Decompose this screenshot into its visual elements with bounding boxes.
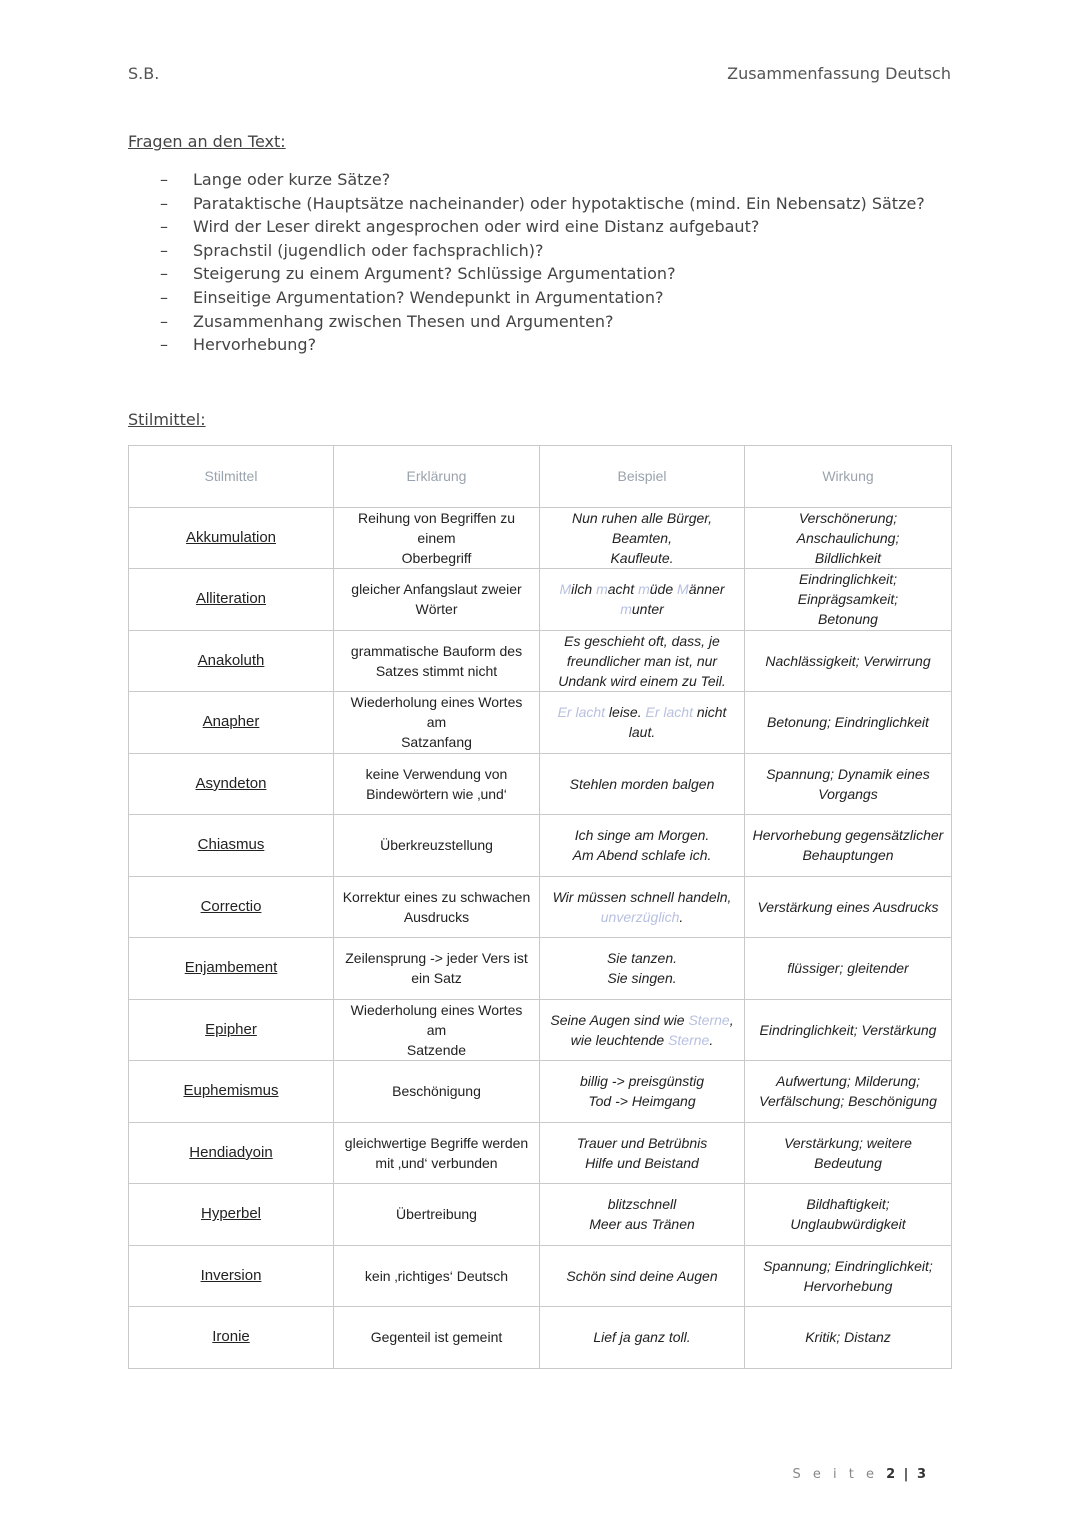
beispiel-highlight: Sterne: [668, 1031, 710, 1048]
beispiel-highlight: Er lacht: [557, 704, 606, 721]
beispiel-line: [546, 1010, 738, 1030]
column-header-erklaerung: Erklärung: [334, 446, 540, 508]
table-row: [129, 876, 952, 938]
header-document-title: Zusammenfassung Deutsch: [727, 64, 951, 83]
beispiel-text: änner: [688, 581, 725, 598]
beispiel-highlight: unverzüglich: [600, 908, 680, 925]
beispiel-text: Kaufleute.: [610, 549, 674, 566]
beispiel-text: Sie tanzen.: [606, 950, 678, 967]
beispiel-line: [546, 825, 738, 845]
stilmittel-term: Correctio: [129, 876, 334, 938]
beispiel-line: [546, 702, 738, 742]
beispiel-line: [546, 1266, 738, 1286]
beispiel-text: .: [709, 1031, 714, 1048]
fragen-section-title: Fragen an den Text:: [128, 132, 286, 151]
erklaerung-cell-line: Korrektur eines zu schwachen: [342, 888, 531, 905]
erklaerung-cell: [334, 507, 540, 569]
fragen-item: [160, 310, 925, 334]
beispiel-highlight: M: [677, 581, 689, 598]
erklaerung-cell: [334, 1245, 540, 1307]
page-value: 2 | 3: [886, 1467, 928, 1482]
beispiel-line: [546, 1030, 738, 1050]
erklaerung-cell-line: mit ‚und‘ verbunden: [375, 1154, 498, 1171]
wirkung-cell: [745, 938, 952, 1000]
beispiel-cell: [540, 1061, 745, 1123]
stilmittel-term: Euphemismus: [129, 1061, 334, 1123]
dash-bullet-icon: –: [160, 264, 168, 284]
beispiel-text: .: [679, 908, 684, 925]
beispiel-line: [546, 651, 738, 671]
beispiel-text: üde: [649, 581, 678, 598]
table-row: [129, 630, 952, 692]
wirkung-cell-line: Kritik; Distanz: [805, 1329, 891, 1346]
beispiel-text: acht: [607, 581, 639, 598]
beispiel-cell: [540, 692, 745, 754]
stilmittel-term: Akkumulation: [129, 507, 334, 569]
erklaerung-cell-line: Wörter: [415, 601, 458, 618]
beispiel-text: Ich singe am Morgen.: [574, 827, 710, 844]
stilmittel-term: Ironie: [129, 1307, 334, 1369]
beispiel-cell: [540, 630, 745, 692]
erklaerung-cell: [334, 692, 540, 754]
erklaerung-cell-line: Satzende: [406, 1041, 467, 1058]
wirkung-cell: [745, 1122, 952, 1184]
wirkung-cell-line: Nachlässigkeit; Verwirrung: [765, 652, 931, 669]
table-row: [129, 1184, 952, 1246]
erklaerung-cell: [334, 753, 540, 815]
wirkung-cell-line: Verstärkung eines Ausdrucks: [757, 898, 939, 915]
fragen-item: [160, 215, 925, 239]
beispiel-text: blitzschnell: [607, 1196, 677, 1213]
beispiel-text: ilch: [571, 581, 597, 598]
erklaerung-cell-line: gleicher Anfangslaut zweier: [351, 581, 522, 598]
table-row: [129, 1245, 952, 1307]
header-initials: S.B.: [128, 64, 160, 83]
dash-bullet-icon: –: [160, 335, 168, 355]
beispiel-line: [546, 774, 738, 794]
beispiel-text: wie leuchtende: [570, 1031, 669, 1048]
beispiel-text: freundlicher man ist, nur: [566, 652, 718, 669]
wirkung-cell: [745, 1245, 952, 1307]
fragen-item: [160, 262, 925, 286]
stilmittel-term: Epipher: [129, 999, 334, 1061]
fragen-item: [160, 239, 925, 263]
wirkung-cell-line: Aufwertung; Milderung;: [776, 1073, 920, 1090]
beispiel-line: [546, 599, 738, 619]
table-row: [129, 1307, 952, 1369]
beispiel-line: [546, 1214, 738, 1234]
beispiel-cell: [540, 999, 745, 1061]
beispiel-line: [546, 1153, 738, 1173]
beispiel-line: [546, 579, 738, 599]
dash-bullet-icon: –: [160, 193, 168, 213]
beispiel-text: Trauer und Betrübnis: [576, 1134, 708, 1151]
table-row: [129, 1061, 952, 1123]
wirkung-cell-line: Vorgangs: [818, 785, 878, 802]
erklaerung-cell: [334, 876, 540, 938]
beispiel-text: unter: [631, 601, 664, 618]
erklaerung-cell: [334, 1122, 540, 1184]
fragen-item: [160, 168, 925, 192]
wirkung-cell: [745, 1061, 952, 1123]
beispiel-line: [546, 907, 738, 927]
beispiel-cell: [540, 753, 745, 815]
erklaerung-cell-line: Wiederholung eines Wortes am: [350, 1001, 523, 1038]
wirkung-cell: [745, 1307, 952, 1369]
fragen-item-text: Zusammenhang zwischen Thesen und Argumenten?: [193, 311, 614, 331]
erklaerung-cell-line: Oberbegriff: [401, 549, 472, 566]
beispiel-line: [546, 887, 738, 907]
wirkung-cell: [745, 630, 952, 692]
erklaerung-cell: [334, 1184, 540, 1246]
beispiel-highlight: m: [638, 581, 650, 598]
fragen-item-text: Steigerung zu einem Argument? Schlüssige Argumentation?: [193, 264, 676, 284]
beispiel-line: [546, 1327, 738, 1347]
wirkung-cell: [745, 569, 952, 631]
beispiel-cell: [540, 815, 745, 877]
column-header-wirkung: Wirkung: [745, 446, 952, 508]
column-header-beispiel: Beispiel: [540, 446, 745, 508]
page-label: S e i t e: [792, 1467, 878, 1482]
beispiel-cell: [540, 1307, 745, 1369]
stilmittel-term: Inversion: [129, 1245, 334, 1307]
stilmittel-term: Chiasmus: [129, 815, 334, 877]
erklaerung-cell: [334, 630, 540, 692]
beispiel-highlight: Er lacht: [645, 704, 693, 721]
beispiel-line: [546, 508, 738, 548]
beispiel-cell: [540, 1122, 745, 1184]
fragen-item-text: Sprachstil (jugendlich oder fachsprachlich)?: [193, 240, 544, 260]
beispiel-cell: [540, 876, 745, 938]
beispiel-cell: [540, 1245, 745, 1307]
beispiel-line: [546, 1091, 738, 1111]
beispiel-text: Tod -> Heimgang: [588, 1093, 696, 1110]
table-row: [129, 1122, 952, 1184]
erklaerung-cell: [334, 569, 540, 631]
wirkung-cell-line: Spannung; Eindringlichkeit;: [763, 1257, 933, 1274]
erklaerung-cell: [334, 999, 540, 1061]
fragen-item-text: Hervorhebung?: [193, 335, 317, 355]
erklaerung-cell: [334, 938, 540, 1000]
beispiel-line: [546, 968, 738, 988]
stilmittel-term: Anakoluth: [129, 630, 334, 692]
wirkung-cell: [745, 876, 952, 938]
erklaerung-cell-line: Reihung von Begriffen zu einem: [358, 509, 515, 546]
erklaerung-cell-line: grammatische Bauform des: [350, 642, 523, 659]
table-row: [129, 692, 952, 754]
wirkung-cell-line: Betonung: [818, 611, 878, 628]
stilmittel-table-body: [129, 507, 952, 1368]
stilmittel-term: Anapher: [129, 692, 334, 754]
erklaerung-cell: [334, 1061, 540, 1123]
erklaerung-cell-line: Satzanfang: [401, 734, 472, 751]
wirkung-cell: [745, 1184, 952, 1246]
beispiel-text: ,: [729, 1011, 734, 1028]
wirkung-cell: [745, 753, 952, 815]
beispiel-cell: [540, 507, 745, 569]
beispiel-text: nicht laut.: [628, 704, 727, 741]
wirkung-cell-line: Bildlichkeit: [814, 549, 882, 566]
beispiel-text: Sie singen.: [607, 970, 677, 987]
wirkung-cell: [745, 692, 952, 754]
erklaerung-cell-line: ein Satz: [411, 970, 462, 987]
beispiel-line: [546, 1071, 738, 1091]
erklaerung-cell-line: keine Verwendung von: [365, 765, 508, 782]
stilmittel-term: Asyndeton: [129, 753, 334, 815]
table-row: [129, 507, 952, 569]
beispiel-highlight: Sterne: [688, 1011, 730, 1028]
beispiel-text: billig -> preisgünstig: [579, 1073, 705, 1090]
erklaerung-cell-line: Satzes stimmt nicht: [375, 662, 498, 679]
erklaerung-cell-line: Wiederholung eines Wortes am: [350, 694, 523, 731]
wirkung-cell-line: Bildhaftigkeit; Unglaubwürdigkeit: [790, 1196, 906, 1233]
table-row: [129, 569, 952, 631]
fragen-item-text: Lange oder kurze Sätze?: [193, 170, 391, 189]
beispiel-line: [546, 948, 738, 968]
wirkung-cell: [745, 999, 952, 1061]
beispiel-text: Stehlen morden balgen: [569, 775, 715, 792]
wirkung-cell-line: Behauptungen: [802, 847, 894, 864]
wirkung-cell-line: Verschönerung; Anschaulichung;: [796, 509, 900, 546]
wirkung-cell-line: Hervorhebung gegensätzlicher: [752, 827, 944, 844]
fragen-item-text: Wird der Leser direkt angesprochen oder wird eine Distanz aufgebaut?: [193, 217, 760, 237]
beispiel-text: Am Abend schlafe ich.: [572, 847, 712, 864]
wirkung-cell-line: Betonung; Eindringlichkeit: [767, 714, 929, 731]
beispiel-text: Seine Augen sind wie: [550, 1011, 689, 1028]
beispiel-cell: [540, 569, 745, 631]
beispiel-cell: [540, 938, 745, 1000]
table-row: [129, 753, 952, 815]
fragen-item: [160, 333, 925, 357]
erklaerung-cell-line: Gegenteil ist gemeint: [370, 1329, 503, 1346]
beispiel-line: [546, 845, 738, 865]
erklaerung-cell-line: Übertreibung: [396, 1206, 477, 1223]
dash-bullet-icon: –: [160, 240, 168, 260]
stilmittel-term: Enjambement: [129, 938, 334, 1000]
table-header-row: [129, 446, 952, 508]
erklaerung-cell-line: gleichwertige Begriffe werden: [344, 1134, 529, 1151]
beispiel-cell: [540, 1184, 745, 1246]
page-number: [792, 1467, 928, 1482]
erklaerung-cell: [334, 815, 540, 877]
fragen-item-text: Einseitige Argumentation? Wendepunkt in Argumentation?: [193, 287, 664, 307]
beispiel-highlight: M: [559, 581, 572, 598]
beispiel-highlight: m: [596, 581, 608, 598]
column-header-stilmittel: Stilmittel: [129, 446, 334, 508]
beispiel-highlight: m: [620, 601, 632, 618]
fragen-list: [160, 168, 925, 357]
stilmittel-term: Hyperbel: [129, 1184, 334, 1246]
beispiel-line: [546, 631, 738, 651]
beispiel-text: Nun ruhen alle Bürger, Beamten,: [571, 509, 713, 546]
beispiel-text: Meer aus Tränen: [589, 1216, 695, 1233]
table-row: [129, 938, 952, 1000]
erklaerung-cell-line: Bindewörtern wie ‚und‘: [366, 785, 507, 802]
beispiel-line: [546, 1194, 738, 1214]
erklaerung-cell-line: Beschönigung: [392, 1083, 481, 1100]
beispiel-text: Undank wird einem zu Teil.: [558, 672, 726, 689]
wirkung-cell-line: Eindringlichkeit; Verstärkung: [759, 1021, 937, 1038]
beispiel-text: leise.: [605, 704, 646, 721]
erklaerung-cell-line: Überkreuzstellung: [380, 837, 493, 854]
wirkung-cell-line: Verstärkung; weitere Bedeutung: [784, 1134, 912, 1171]
dash-bullet-icon: –: [160, 170, 168, 189]
beispiel-text: Es geschieht oft, dass, je: [564, 632, 720, 649]
wirkung-cell: [745, 815, 952, 877]
stilmittel-table: [128, 445, 952, 1369]
table-row: [129, 999, 952, 1061]
stilmittel-term: Alliteration: [129, 569, 334, 631]
beispiel-text: Hilfe und Beistand: [585, 1154, 699, 1171]
wirkung-cell-line: flüssiger; gleitender: [787, 960, 909, 977]
dash-bullet-icon: –: [160, 287, 168, 307]
beispiel-text: Wir müssen schnell handeln,: [552, 888, 732, 905]
fragen-item: [160, 286, 925, 310]
fragen-item-text: Parataktische (Hauptsätze nacheinander) oder hypotaktische (mind. Ein Nebensatz) Sätze?: [193, 193, 925, 213]
beispiel-text: Lief ja ganz toll.: [593, 1329, 691, 1346]
beispiel-line: [546, 1133, 738, 1153]
erklaerung-cell-line: Ausdrucks: [403, 908, 470, 925]
dash-bullet-icon: –: [160, 311, 168, 331]
erklaerung-cell-line: Zeilensprung -> jeder Vers ist: [345, 950, 528, 967]
erklaerung-cell: [334, 1307, 540, 1369]
beispiel-line: [546, 671, 738, 691]
fragen-item: [160, 192, 925, 216]
stilmittel-term: Hendiadyoin: [129, 1122, 334, 1184]
dash-bullet-icon: –: [160, 217, 168, 237]
erklaerung-cell-line: kein ‚richtiges‘ Deutsch: [364, 1267, 509, 1284]
wirkung-cell-line: Hervorhebung: [803, 1277, 893, 1294]
wirkung-cell-line: Eindringlichkeit; Einprägsamkeit;: [797, 571, 899, 608]
wirkung-cell-line: Verfälschung; Beschönigung: [759, 1093, 937, 1110]
wirkung-cell-line: Spannung; Dynamik eines: [766, 765, 930, 782]
beispiel-text: Schön sind deine Augen: [566, 1267, 718, 1284]
wirkung-cell: [745, 507, 952, 569]
table-row: [129, 815, 952, 877]
stilmittel-section-title: Stilmittel:: [128, 410, 206, 429]
beispiel-line: [546, 548, 738, 568]
